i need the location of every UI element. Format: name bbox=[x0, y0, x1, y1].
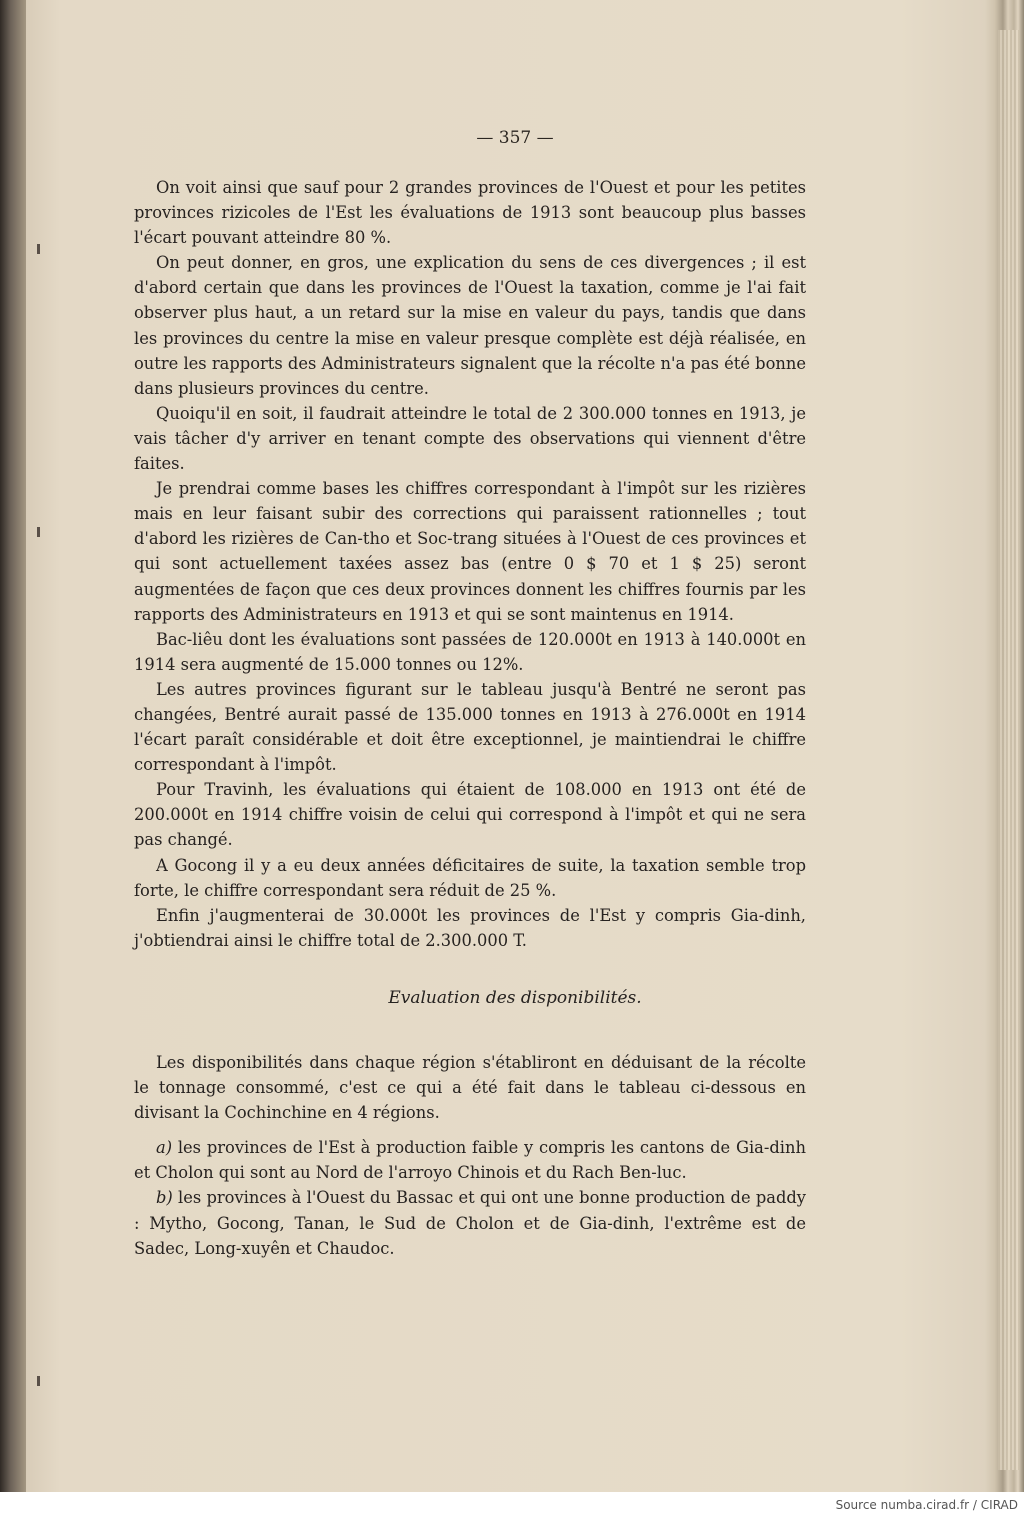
list-item bbox=[134, 1185, 806, 1260]
list-marker: a) bbox=[156, 1138, 173, 1158]
paragraph: Je prendrai comme bases les chiffres correspondant à l'impôt sur les rizières mais en leur faisant subir des corrections qui paraissent rationnelles ; tout d'abord les rizières de Can-tho et Soc-trang situées à l'Ouest de ces provinces et qui sont actuellement taxées assez bas (entre 0 $ 70 et 1 $ 25) seront augmentées de façon que ces deux provinces donnent les chiffres fournis par les rapports des Administrateurs en 1913 et qui se sont maintenus en 1914. bbox=[134, 479, 806, 624]
paragraph: On peut donner, en gros, une explication du sens de ces divergences ; il est d'abord certain que dans les provinces de l'Ouest la taxation, comme je l'ai fait observer plus haut, a un retard sur la mise en valeur du pays, tandis que dans les provinces du centre la mise en valeur presque complète est déjà réalisée, en outre les rapports des Administrateurs signalent que la récolte n'a pas été bonne dans plusieurs provinces du centre. bbox=[134, 253, 806, 398]
list-marker: b) bbox=[156, 1188, 173, 1208]
paragraph: On voit ainsi que sauf pour 2 grandes provinces de l'Ouest et pour les petites provinces rizicoles de l'Est les évaluations de 1913 sont beaucoup plus basses l'écart pouvant atteindre 80 %. bbox=[134, 178, 806, 248]
list-item bbox=[134, 1135, 806, 1185]
section-body bbox=[134, 1050, 806, 1261]
list-item-text: les provinces à l'Ouest du Bassac et qui ont une bonne production de paddy : Mytho, Gocong, Tanan, le Sud de Cholon et de Gia-dinh, l'extrême est de Sadec, Long-xuyên et Chaudoc. bbox=[134, 1188, 806, 1258]
section-intro: Les disponibilités dans chaque région s'établiront en déduisant de la récolte le tonnage consommé, c'est ce qui a été fait dans le tableau ci-dessous en divisant la Cochinchine en 4 régions. bbox=[134, 1053, 806, 1123]
paragraph: Quoiqu'il en soit, il faudrait atteindre le total de 2 300.000 tonnes en 1913, je vais tâcher d'y arriver en tenant compte des observations qui viennent d'être faites. bbox=[134, 403, 806, 474]
body-text bbox=[134, 175, 806, 953]
page-number: — 357 — bbox=[476, 128, 554, 148]
section-title: Evaluation des disponibilités. bbox=[388, 988, 642, 1008]
paragraph: Les autres provinces figurant sur le tableau jusqu'à Bentré ne seront pas changées, Bentré aurait passé de 135.000 tonnes en 1913 à 276.000t en 1914 l'écart paraît considérable et doit être exceptionnel, je maintiendrai le chiffre correspondant à l'impôt. bbox=[134, 679, 806, 775]
document-page bbox=[40, 20, 990, 1480]
paragraph: Bac-liêu dont les évaluations sont passées de 120.000t en 1913 à 140.000t en 1914 sera augmenté de 15.000 tonnes ou 12%. bbox=[134, 629, 806, 674]
source-credit: Source numba.cirad.fr / CIRAD bbox=[835, 1498, 1018, 1512]
book-spine-shadow bbox=[0, 0, 26, 1492]
list-item-text: les provinces de l'Est à production faible y compris les cantons de Gia-dinh et Cholon qui sont au Nord de l'arroyo Chinois et du Rach Ben-luc. bbox=[134, 1138, 806, 1183]
paragraph: Enfin j'augmenterai de 30.000t les provinces de l'Est y compris Gia-dinh, j'obtiendrai ainsi le chiffre total de 2.300.000 T. bbox=[134, 905, 806, 950]
paragraph: Pour Travinh, les évaluations qui étaient de 108.000 en 1913 ont été de 200.000t en 1914 chiffre voisin de celui qui correspond à l'impôt et qui ne sera pas changé. bbox=[134, 780, 806, 850]
page-edges bbox=[998, 30, 1020, 1470]
paragraph: A Gocong il y a eu deux années déficitaires de suite, la taxation semble trop forte, le chiffre correspondant sera réduit de 25 %. bbox=[134, 855, 806, 900]
